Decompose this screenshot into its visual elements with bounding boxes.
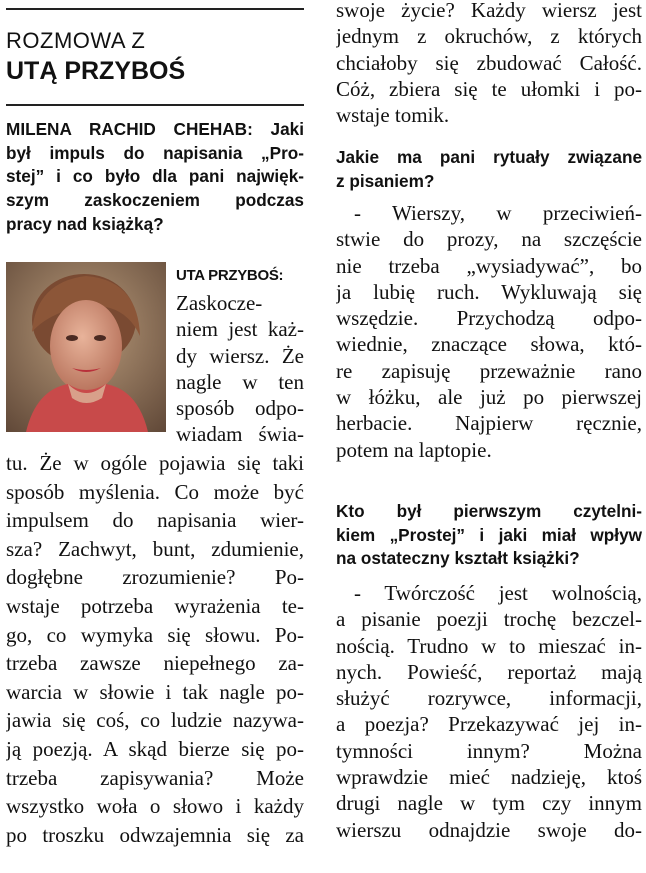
answer-line: wiadam świa- [176,422,304,447]
question-line: kiem „Prostej” i jaki miał wpływ [336,524,642,545]
answer-line: herbacie. Najpierw ręcznie, [336,411,642,436]
answer-3 [336,580,642,843]
answer-line: służyć rozrywce, informacji, [336,686,642,711]
question-line: Jakie ma pani rytuały związane [336,147,642,167]
answer-line: - Twórczość jest wolnością, [354,581,642,605]
answer-line: jednym z okruchów, z których [336,24,642,49]
answer-line: stwie do prozy, na szczęście [336,227,642,252]
answer-line: swoje życie? Każdy wiersz jest [336,0,642,22]
answer-line: nych. Powieść, reportaż mają [336,659,642,684]
question-3 [336,500,642,571]
answer-line: chciałoby się zbudować Całość. [336,50,642,75]
answer-line: niem jest każ- [176,317,304,342]
author-portrait [6,262,166,432]
answer-line: a pisanie poezji trochę bezczel- [336,607,642,632]
answer-line: wstaje tomik. [336,103,450,128]
question-line: pracy nad książką? [6,213,164,234]
answer-line: wstaje potrzeba wyrażenia te- [6,593,304,618]
answer-line: sposób myślenia. Co może być [6,479,304,504]
answer-line: Cóż, zbiera się te ułomki i po- [336,76,642,101]
answer-line: wprawdzie mieć nadzieję, ktoś [336,765,642,790]
answer-line: nością. Trudno w to mieszać in- [336,633,642,658]
answer-line: nagle w ten [176,369,304,394]
answer-line: potem na laptopie. [336,437,492,462]
question-1 [6,118,304,237]
answer-line: - Wierszy, w przeciwień- [354,201,642,225]
question-line: stej” i co było dla pani najwięk- [6,166,304,187]
answer-line: nie trzeba „wysiadywać”, bo [336,253,642,278]
answer-line: w łóżku, ale już po pierwszej [336,385,642,410]
answer-line: dogłębne zrozumienie? Po- [6,565,304,590]
answer-line: warcia w słowie i tak nagle po- [6,679,304,704]
left-column [6,0,304,873]
answer-1-intro [176,266,304,448]
answer-line: tu. Że w ogóle pojawia się taki [6,451,304,475]
answer-line: go, co wymyka się słowu. Po- [6,622,304,647]
question-line: na ostateczny kształt książki? [336,548,580,569]
question-line: był impuls do napisania „Pro- [6,142,304,163]
question-line: MILENA RACHID CHEHAB: Jaki [6,119,304,139]
answer-line: ja lubię ruch. Wykluwają się [336,279,642,304]
right-column [336,0,642,873]
answer-line: drugi nagle w tym czy innym [336,791,642,816]
top-rule [6,8,304,10]
answer-line: po troszku odwzajemnia się za [6,822,304,847]
speaker-label: UTA PRZYBOŚ: [176,267,284,284]
answer-line: wierszu odnajdzie swoje do- [336,817,642,842]
portrait-image [6,262,166,432]
answer-line: wiednie, znaczące słowa, któ- [336,332,642,357]
answer-line: ją poezją. A skąd bierze się po- [6,736,304,761]
answer-1-body [6,449,304,849]
answer-line: jawia się coś, co ludzie nazywa- [6,708,304,733]
answer-line: tymności innym? Można [336,738,642,763]
answer-line: a poezja? Przekazywać jej in- [336,712,642,737]
answer-line: trzeba zapisywania? Może [6,765,304,790]
question-2 [336,146,642,193]
answer-line: dy wiersz. Że [176,343,304,368]
answer-line: impulsem do napisania wier- [6,508,304,533]
interview-headline: UTĄ PRZYBOŚ [6,57,186,85]
answer-line: wszystko woła o słowo i każdy [6,794,304,819]
answer-line: trzeba zawsze niepełnego za- [6,651,304,676]
answer-1-continued [336,0,642,128]
answer-line: re zapisuję przeważnie rano [336,358,642,383]
question-line: szym zaskoczeniem podczas [6,190,304,211]
answer-line: Zaskocze- [176,291,263,315]
answer-line: wszędzie. Przychodzą odpo- [336,306,642,331]
question-line: z pisaniem? [336,170,435,191]
question-line: Kto był pierwszym czytelni- [336,501,642,521]
interview-kicker: ROZMOWA Z [6,28,146,53]
header-rule [6,104,304,106]
answer-2 [336,200,642,463]
answer-line: sza? Zachwyt, bunt, zdumienie, [6,536,304,561]
answer-line: sposób odpo- [176,396,304,421]
